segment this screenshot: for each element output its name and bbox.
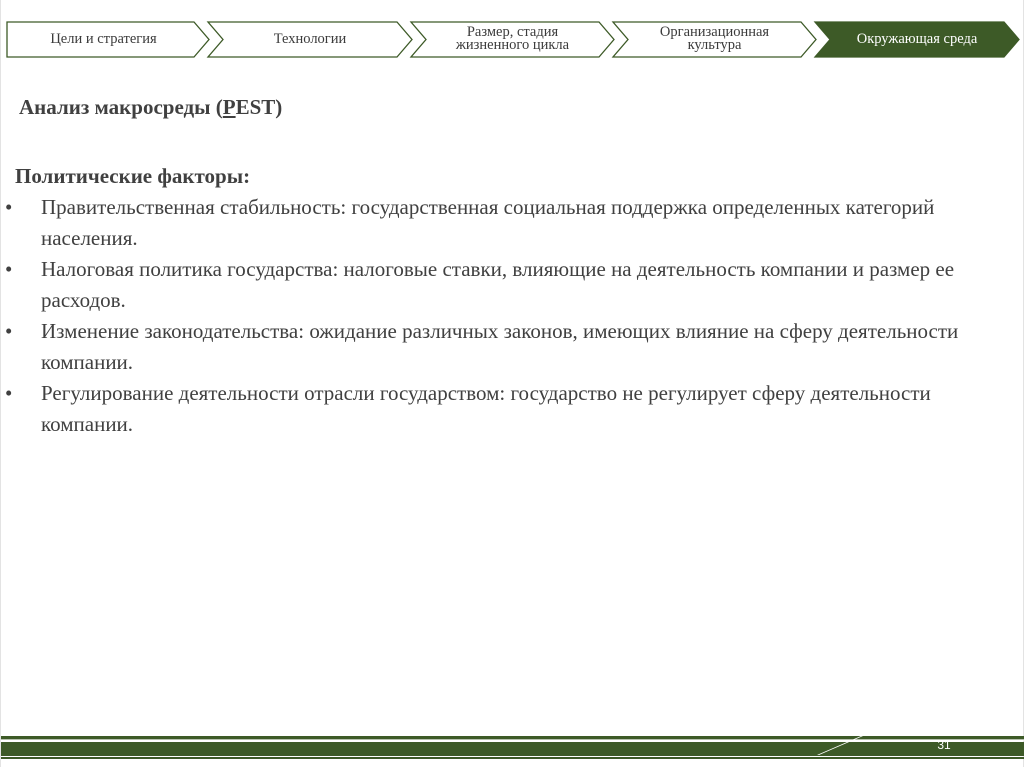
process-nav	[1, 0, 1024, 70]
factor-list	[1, 192, 1011, 440]
bullet-icon: •	[5, 195, 13, 219]
list-item-text: Изменение законодательства: ожидание различных законов, имеющих влияние на сферу деятельности компании.	[41, 319, 959, 374]
footer-band	[1, 728, 1024, 767]
heading-text-pre: Анализ макросреды (	[19, 95, 223, 119]
slide-heading	[19, 95, 282, 120]
heading-text-post: EST)	[235, 95, 283, 119]
section-subheading: Политические факторы:	[15, 164, 251, 188]
heading-text-underlined: P	[222, 95, 236, 119]
nav-step-5-label[interactable]: Окружающая среда	[856, 30, 978, 47]
list-item-text: Правительственная стабильность: государственная социальная поддержка определенных категорий населения.	[41, 195, 935, 250]
bullet-icon: •	[5, 319, 13, 343]
list-item	[1, 316, 1011, 378]
nav-step-1-label[interactable]: Цели и стратегия	[50, 30, 157, 47]
nav-step-2-label[interactable]: Технологии	[273, 30, 347, 47]
page-number: 31	[937, 738, 951, 752]
list-item	[1, 378, 1011, 440]
bullet-icon: •	[5, 381, 13, 405]
nav-step-4-label[interactable]: Организационная культура	[659, 24, 770, 53]
list-item-text: Регулирование деятельности отрасли государством: государство не регулирует сферу деятельности компании.	[41, 381, 931, 436]
list-item-text: Налоговая политика государства: налоговые ставки, влияющие на деятельность компании и размер ее расходов.	[41, 257, 955, 312]
list-item	[1, 254, 1011, 316]
bullet-icon: •	[5, 257, 13, 281]
nav-step-3-label[interactable]: Размер, стадия жизненного цикла	[455, 24, 570, 53]
footer-decoration	[1, 728, 1024, 767]
list-item	[1, 192, 1011, 254]
